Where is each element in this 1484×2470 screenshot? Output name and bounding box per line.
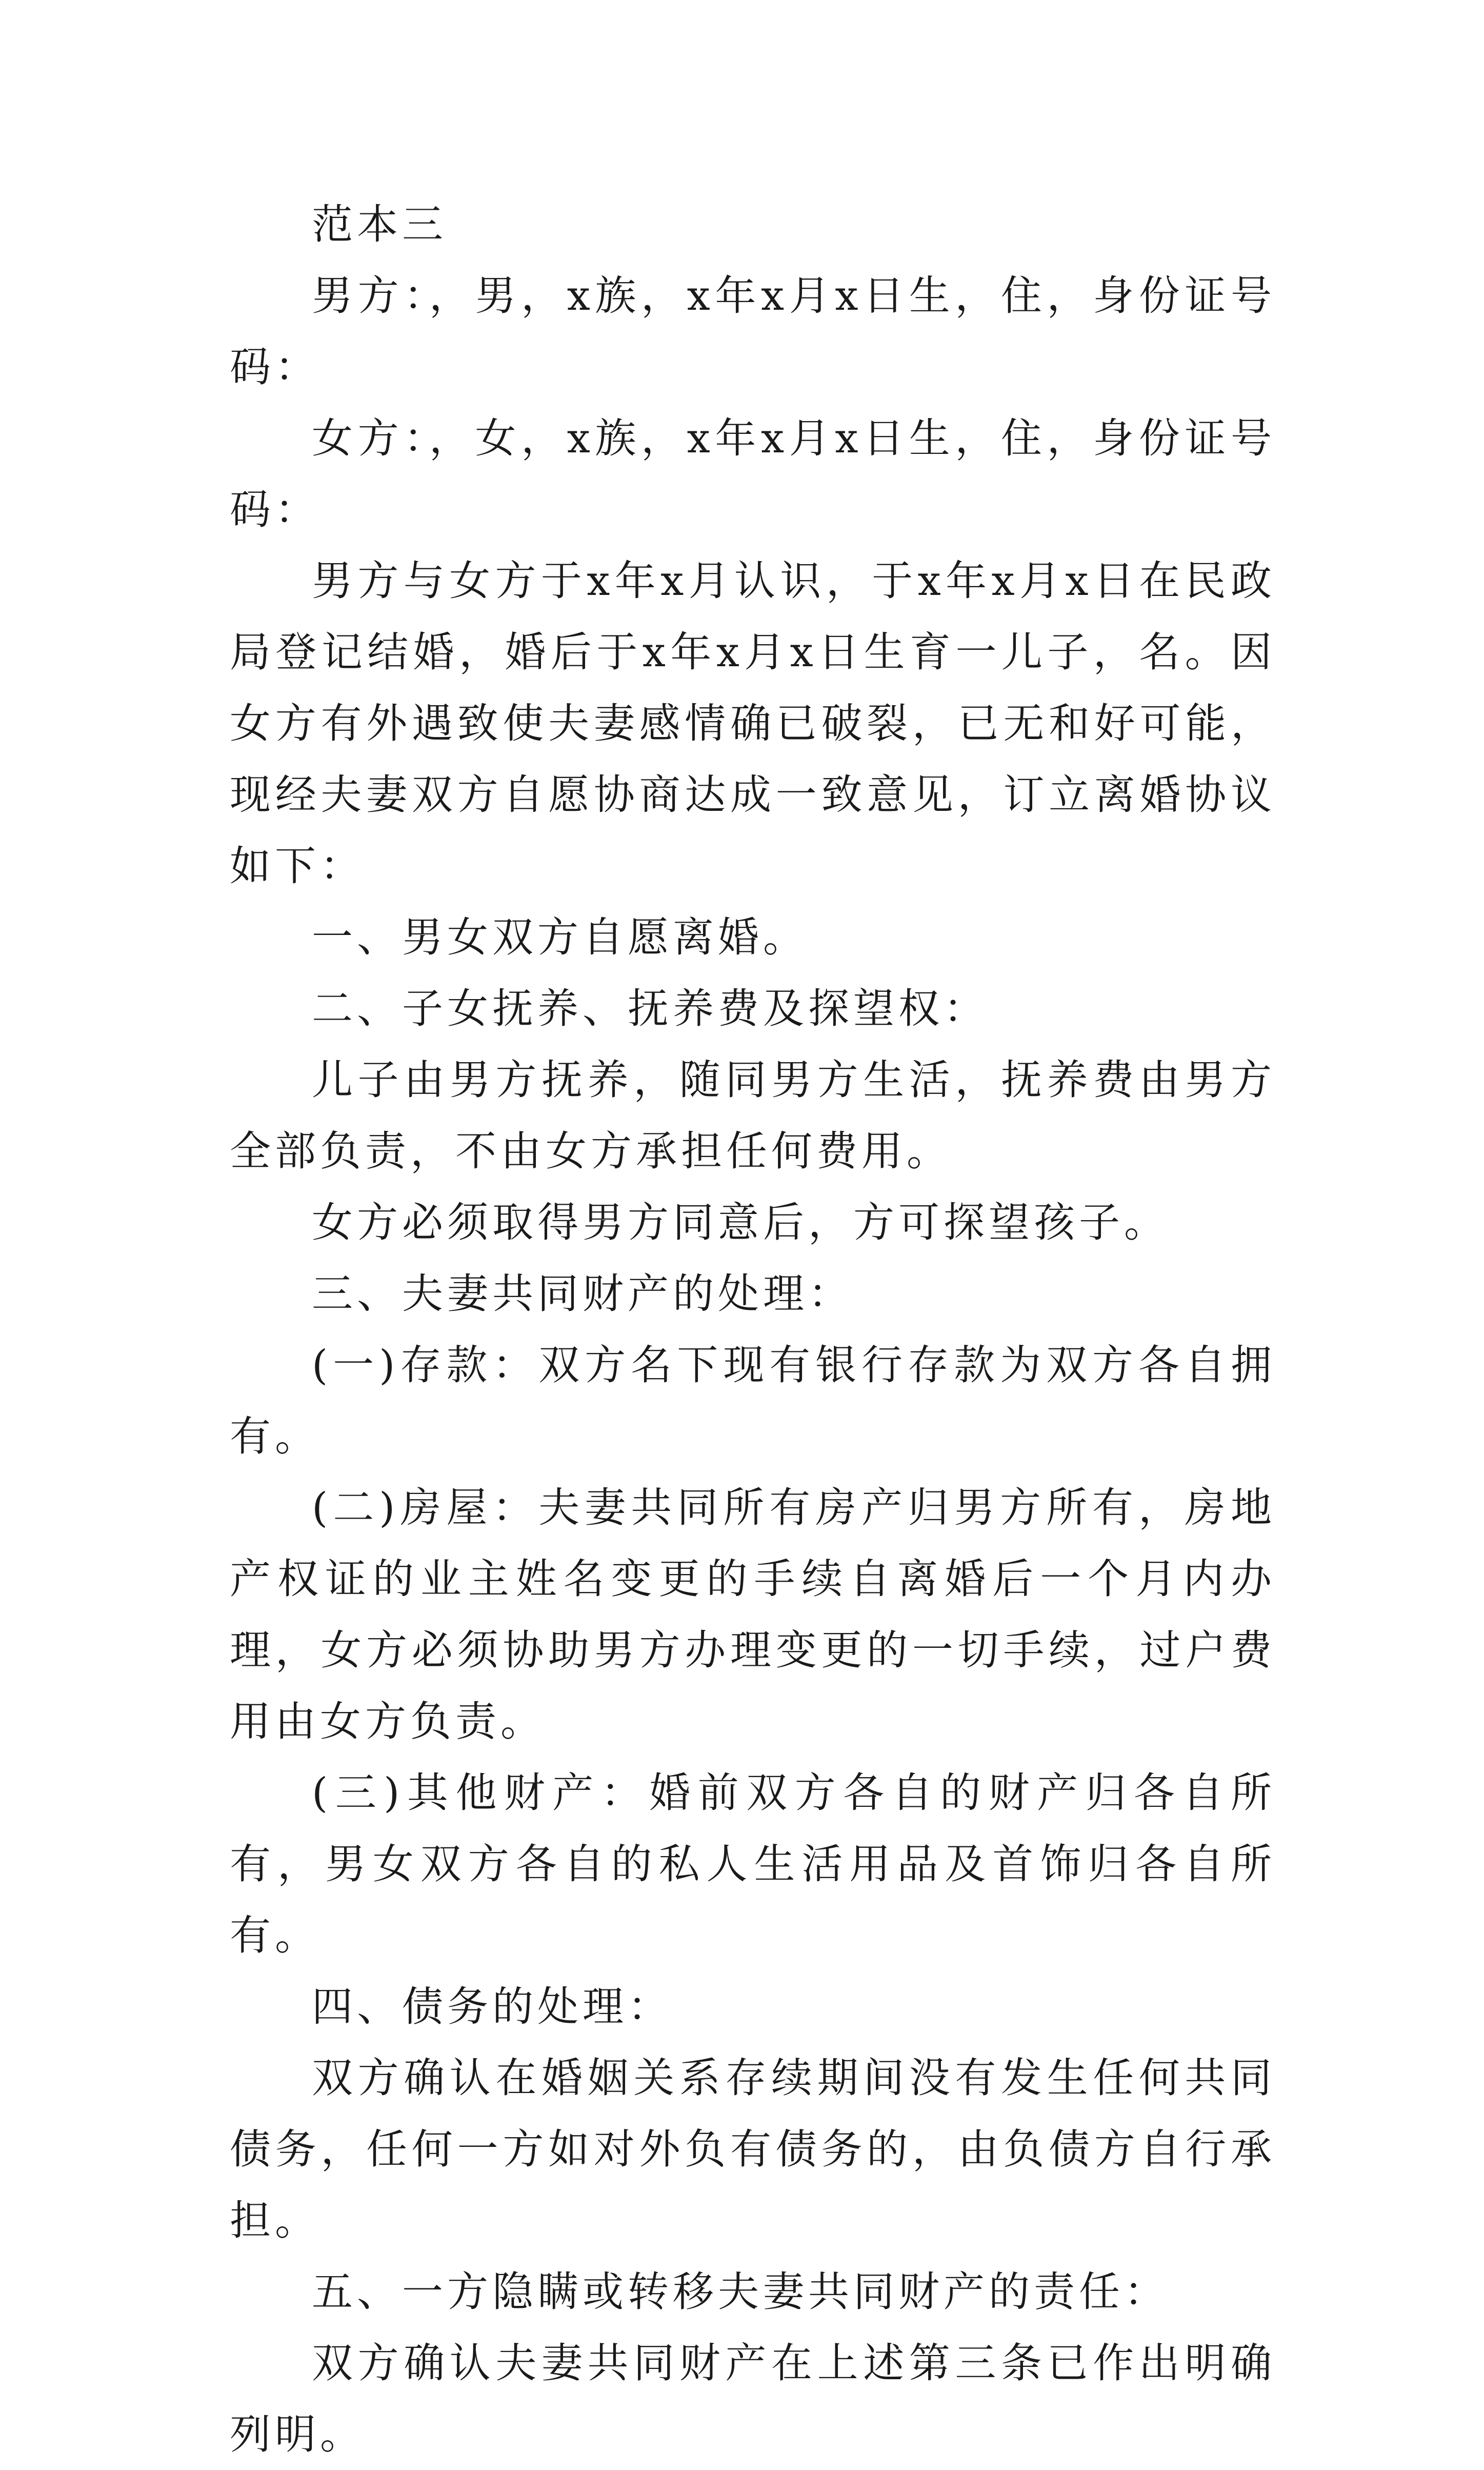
heading-sample-three: 范本三 (312, 201, 447, 248)
clause-3-other-property: (三)其他财产：婚前双方各自的财产归各自所有，男女双方各自的私人生活用品及首饰归各自所有。 (230, 1769, 1276, 1959)
party-female-line: 女方：，女，x族，x年x月x日生，住，身份证号码： (230, 414, 1276, 533)
document-page (230, 189, 1276, 2470)
clause-2-visitation: 女方必须取得男方同意后，方可探望孩子。 (312, 1199, 1169, 1246)
clause-1-divorce: 一、男女双方自愿离婚。 (312, 913, 808, 961)
clause-3-housing: (二)房屋：夫妻共同所有房产归男方所有，房地产权证的业主姓名变更的手续自离婚后一个月内办理，女方必须协助男方办理变更的一切手续，过户费用由女方负责。 (230, 1484, 1276, 1745)
clause-3-deposits: (一)存款：双方名下现有银行存款为双方各自拥有。 (230, 1341, 1276, 1460)
clause-2-heading: 二、子女抚养、抚养费及探望权： (312, 985, 989, 1032)
clause-4-heading: 四、债务的处理： (312, 1983, 673, 2030)
clause-3-heading: 三、夫妻共同财产的处理： (312, 1270, 853, 1318)
preamble-paragraph: 男方与女方于x年x月认识，于x年x月x日在民政局登记结婚，婚后于x年x月x日生育一儿子，名。因女方有外遇致使夫妻感情确已破裂，已无和好可能，现经夫妻双方自愿协商达成一致意见，订立离婚协议如下： (230, 557, 1276, 890)
party-male-line: 男方：，男，x族，x年x月x日生，住，身份证号码： (230, 272, 1276, 391)
clause-2-custody: 儿子由男方抚养，随同男方生活，抚养费由男方全部负责，不由女方承担任何费用。 (230, 1056, 1276, 1175)
clause-5-confirmation: 双方确认夫妻共同财产在上述第三条已作出明确列明。 (230, 2339, 1276, 2458)
clause-4-debts: 双方确认在婚姻关系存续期间没有发生任何共同债务，任何一方如对外负有债务的，由负债方自行承担。 (230, 2054, 1276, 2244)
clause-5-heading: 五、一方隐瞒或转移夫妻共同财产的责任： (312, 2268, 1169, 2316)
